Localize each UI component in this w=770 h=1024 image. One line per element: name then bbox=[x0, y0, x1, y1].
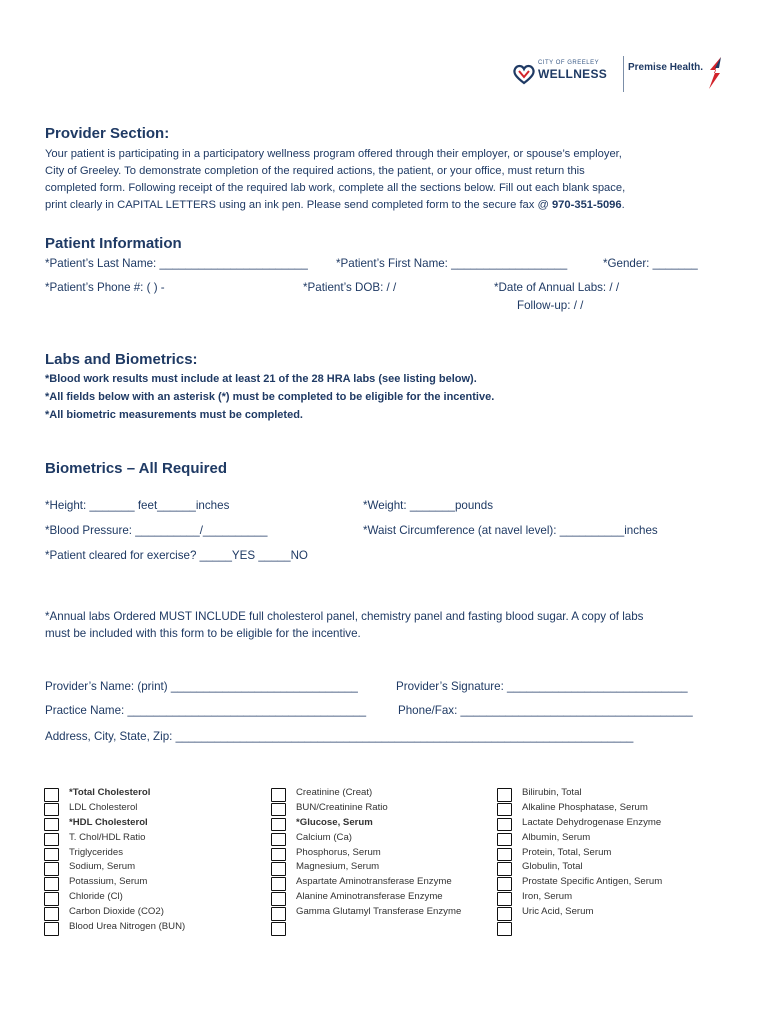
premise-health-logo bbox=[628, 62, 703, 73]
lab-item: Creatinine (Creat) bbox=[296, 787, 373, 798]
lab-checkbox[interactable] bbox=[44, 922, 59, 936]
intro-line-2: City of Greeley. To demonstrate completion of the required actions, the patient, or your office, must return this bbox=[45, 165, 585, 177]
lab-item: Chloride (Cl) bbox=[69, 891, 123, 903]
annual-labs-date-field: *Date of Annual Labs: / / bbox=[494, 281, 620, 294]
lab-checkbox[interactable] bbox=[271, 907, 286, 921]
labs-note-3: *All biometric measurements must be completed. bbox=[45, 409, 303, 421]
checkbox-stack-2 bbox=[271, 788, 288, 937]
lab-checkbox[interactable] bbox=[271, 892, 286, 906]
lab-checkbox[interactable] bbox=[497, 833, 512, 847]
lab-item: Gamma Glutamyl Transferase Enzyme bbox=[296, 906, 462, 918]
lab-checkbox[interactable] bbox=[44, 803, 59, 817]
lab-item: T. Chol/HDL Ratio bbox=[69, 831, 146, 843]
premise-bird-icon bbox=[707, 56, 723, 90]
lab-checkbox[interactable] bbox=[44, 788, 59, 802]
header-logos bbox=[512, 54, 724, 96]
lab-item: Calcium (Ca) bbox=[296, 831, 352, 843]
lab-item: *HDL Cholesterol bbox=[69, 816, 148, 828]
intro-line-4-text: print clearly in CAPITAL LETTERS using an ink pen. Please send completed form to the secure fax @ bbox=[45, 199, 552, 211]
address-field: Address, City, State, Zip: _______________________________________________________________________ bbox=[45, 730, 634, 743]
intro-line-3: completed form. Following receipt of the required lab work, complete all the sections below. Fill out each blank space, bbox=[45, 182, 626, 194]
patient-last-name-field: *Patient’s Last Name: _______________________ bbox=[45, 257, 308, 270]
lab-checkbox[interactable] bbox=[271, 818, 286, 832]
lab-checkbox[interactable] bbox=[497, 788, 512, 802]
lab-item: Carbon Dioxide (CO2) bbox=[69, 906, 164, 918]
lab-item: Blood Urea Nitrogen (BUN) bbox=[69, 921, 186, 933]
patient-info-title: Patient Information bbox=[45, 235, 182, 252]
lab-checkbox[interactable] bbox=[497, 907, 512, 921]
lab-checkbox[interactable] bbox=[44, 892, 59, 906]
lab-checkbox[interactable] bbox=[271, 788, 286, 802]
follow-up-field: Follow-up: / / bbox=[517, 299, 584, 312]
lab-item: Prostate Specific Antigen, Serum bbox=[522, 876, 663, 888]
lab-item: Alanine Aminotransferase Enzyme bbox=[296, 891, 443, 903]
lab-checkbox[interactable] bbox=[44, 848, 59, 862]
lab-item: Globulin, Total bbox=[522, 861, 583, 873]
lab-checkbox[interactable] bbox=[271, 877, 286, 891]
provider-section-title: Provider Section: bbox=[45, 125, 170, 142]
lab-item: Uric Acid, Serum bbox=[522, 906, 594, 918]
lab-checkbox[interactable] bbox=[497, 922, 512, 936]
lab-checkbox[interactable] bbox=[497, 818, 512, 832]
lab-checkbox[interactable] bbox=[497, 892, 512, 906]
exercise-clearance-field: *Patient cleared for exercise? _____YES _____NO bbox=[45, 549, 308, 562]
logo-divider bbox=[623, 56, 624, 92]
lab-items-3 bbox=[522, 786, 662, 920]
fax-number: 970-351-5096 bbox=[551, 199, 622, 211]
logo-small-text: CITY OF GREELEY bbox=[538, 60, 600, 66]
lab-item: Alkaline Phosphatase, Serum bbox=[522, 801, 648, 813]
labs-title: Labs and Biometrics: bbox=[45, 351, 198, 368]
labs-note-1: *Blood work results must include at least 21 of the 28 HRA labs (see listing below). bbox=[45, 373, 477, 385]
provider-name-field: Provider’s Name: (print) _____________________________ bbox=[45, 680, 358, 693]
patient-dob-field: *Patient’s DOB: / / bbox=[303, 281, 397, 294]
labs-note-2: *All fields below with an asterisk (*) must be completed to be eligible for the incentive. bbox=[45, 391, 495, 403]
annual-labs-note-line-1: *Annual labs Ordered MUST INCLUDE full cholesterol panel, chemistry panel and fasting blood sugar. A copy of labs bbox=[45, 610, 644, 623]
phone-fax-field: Phone/Fax: ____________________________________ bbox=[398, 704, 693, 717]
checkbox-stack-3 bbox=[497, 788, 514, 937]
lab-item: *Glucose, Serum bbox=[296, 816, 373, 828]
lab-checkbox[interactable] bbox=[271, 848, 286, 862]
patient-first-name-field: *Patient’s First Name: __________________ bbox=[336, 257, 568, 270]
lab-items-2 bbox=[296, 786, 461, 920]
intro-line-4-end: . bbox=[621, 199, 625, 211]
lab-checkbox[interactable] bbox=[497, 877, 512, 891]
heart-icon bbox=[512, 63, 536, 85]
lab-item: BUN/Creatinine Ratio bbox=[296, 801, 388, 813]
blood-pressure-field: *Blood Pressure: __________/__________ bbox=[45, 524, 268, 537]
lab-checkbox[interactable] bbox=[497, 803, 512, 817]
height-field: *Height: _______ feet______inches bbox=[45, 499, 230, 512]
lab-item: Triglycerides bbox=[69, 846, 124, 858]
provider-section-body bbox=[45, 146, 725, 214]
premise-health-text: Premise Health. bbox=[628, 62, 704, 73]
lab-item: Magnesium, Serum bbox=[296, 861, 380, 873]
lab-item: Albumin, Serum bbox=[522, 831, 591, 843]
lab-item: Lactate Dehydrogenase Enzyme bbox=[522, 816, 662, 828]
waist-field: *Waist Circumference (at navel level): __________inches bbox=[363, 524, 658, 537]
lab-checkbox[interactable] bbox=[271, 862, 286, 876]
biometrics-title: Biometrics – All Required bbox=[45, 460, 227, 477]
lab-checkbox[interactable] bbox=[44, 818, 59, 832]
lab-checkbox[interactable] bbox=[44, 862, 59, 876]
lab-item: Phosphorus, Serum bbox=[296, 846, 381, 858]
lab-checkbox[interactable] bbox=[497, 862, 512, 876]
lab-item: Aspartate Aminotransferase Enzyme bbox=[296, 876, 452, 888]
annual-labs-note-line-2: must be included with this form to be eligible for the incentive. bbox=[45, 627, 361, 640]
lab-checkbox[interactable] bbox=[271, 833, 286, 847]
patient-phone-field: *Patient’s Phone #: ( ) - bbox=[45, 281, 165, 294]
practice-name-field: Practice Name: _____________________________________ bbox=[45, 704, 367, 717]
city-of-greeley-wellness-logo bbox=[512, 60, 618, 88]
lab-item: Iron, Serum bbox=[522, 891, 573, 903]
weight-field: *Weight: _______pounds bbox=[363, 499, 493, 512]
lab-items-1 bbox=[69, 786, 185, 935]
lab-checkbox[interactable] bbox=[44, 877, 59, 891]
lab-item: Bilirubin, Total bbox=[522, 787, 582, 798]
lab-item: Protein, Total, Serum bbox=[522, 846, 612, 858]
lab-item: Sodium, Serum bbox=[69, 861, 136, 873]
lab-item: *Total Cholesterol bbox=[69, 787, 151, 798]
lab-item: LDL Cholesterol bbox=[69, 801, 138, 813]
gender-field: *Gender: _______ bbox=[603, 257, 698, 270]
checkbox-stack-1 bbox=[44, 788, 61, 937]
provider-signature-field: Provider’s Signature: ____________________________ bbox=[396, 680, 688, 693]
lab-checkbox[interactable] bbox=[497, 848, 512, 862]
lab-checkbox[interactable] bbox=[44, 907, 59, 921]
lab-item: Potassium, Serum bbox=[69, 876, 148, 888]
lab-checkbox[interactable] bbox=[271, 803, 286, 817]
lab-checkbox[interactable] bbox=[44, 833, 59, 847]
lab-checkbox[interactable] bbox=[271, 922, 286, 936]
intro-line-4 bbox=[45, 197, 725, 214]
logo-big-text: WELLNESS bbox=[538, 67, 608, 81]
intro-line-1: Your patient is participating in a participatory wellness program offered through their employer, or spouse’s employer, bbox=[45, 148, 622, 160]
